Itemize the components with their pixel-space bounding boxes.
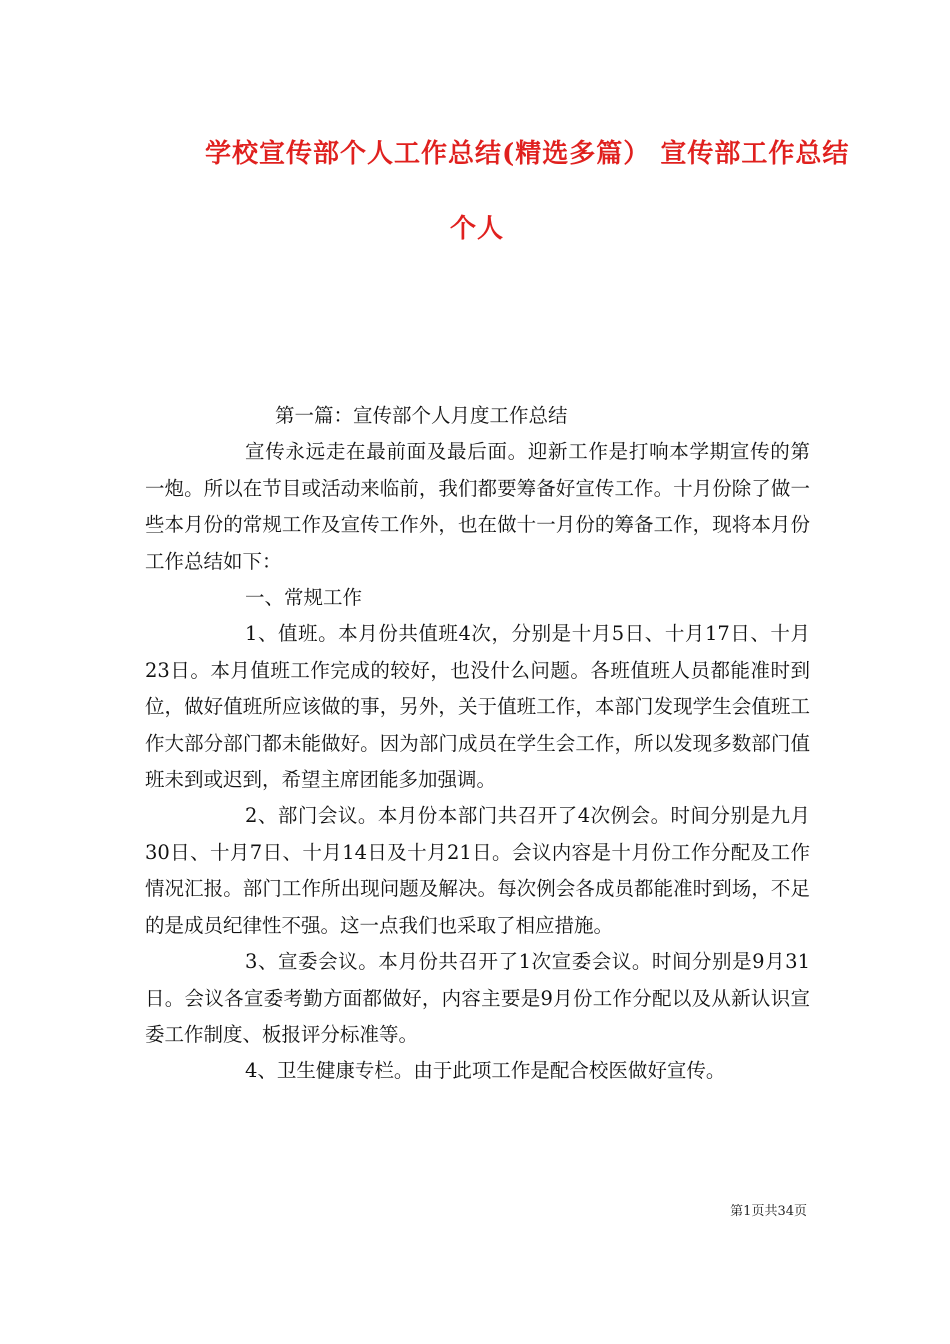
document-title-line-1: 学校宣传部个人工作总结(精选多篇） 宣传部工作总结 — [205, 139, 850, 169]
paragraph-health: 4、卫生健康专栏。由于此项工作是配合校医做好宣传。 — [245, 1059, 726, 1083]
document-body — [145, 398, 810, 1090]
page-number-footer: 第1页共34页 — [730, 1204, 807, 1219]
document-title-line-2: 个人 — [450, 214, 505, 244]
paragraph-duty: 1、值班。本月份共值班4次，分别是十月5日、十月17日、十月23日。本月值班工作完成的较好，也没什么问题。各班值班人员都能准时到位，做好值班所应该做的事，另外，关于值班工作，本部门发现学生会值班工作大部分部门都未能做好。因为部门成员在学生会工作，所以发现多数部门值班未到或迟到，希望主席团能多加强调。 — [145, 622, 810, 792]
section-heading: 第一篇：宣传部个人月度工作总结 — [275, 404, 568, 427]
paragraph-intro: 宣传永远走在最前面及最后面。迎新工作是打响本学期宣传的第一炮。所以在节目或活动来临前，我们都要筹备好宣传工作。十月份除了做一些本月份的常规工作及宣传工作外，也在做十一月份的筹备工作，现将本月份工作总结如下： — [145, 440, 810, 573]
subsection-heading: 一、常规工作 — [245, 586, 363, 610]
paragraph-committee: 3、宣委会议。本月份共召开了1次宣委会议。时间分别是9月31日。会议各宣委考勤方面都做好，内容主要是9月份工作分配以及从新认识宣委工作制度、板报评分标准等。 — [145, 950, 810, 1046]
paragraph-meeting: 2、部门会议。本月份本部门共召开了4次例会。时间分别是九月30日、十月7日、十月14日及十月21日。会议内容是十月份工作分配及工作情况汇报。部门工作所出现问题及解决。每次例会各成员都能准时到场，不足的是成员纪律性不强。这一点我们也采取了相应措施。 — [145, 804, 810, 937]
